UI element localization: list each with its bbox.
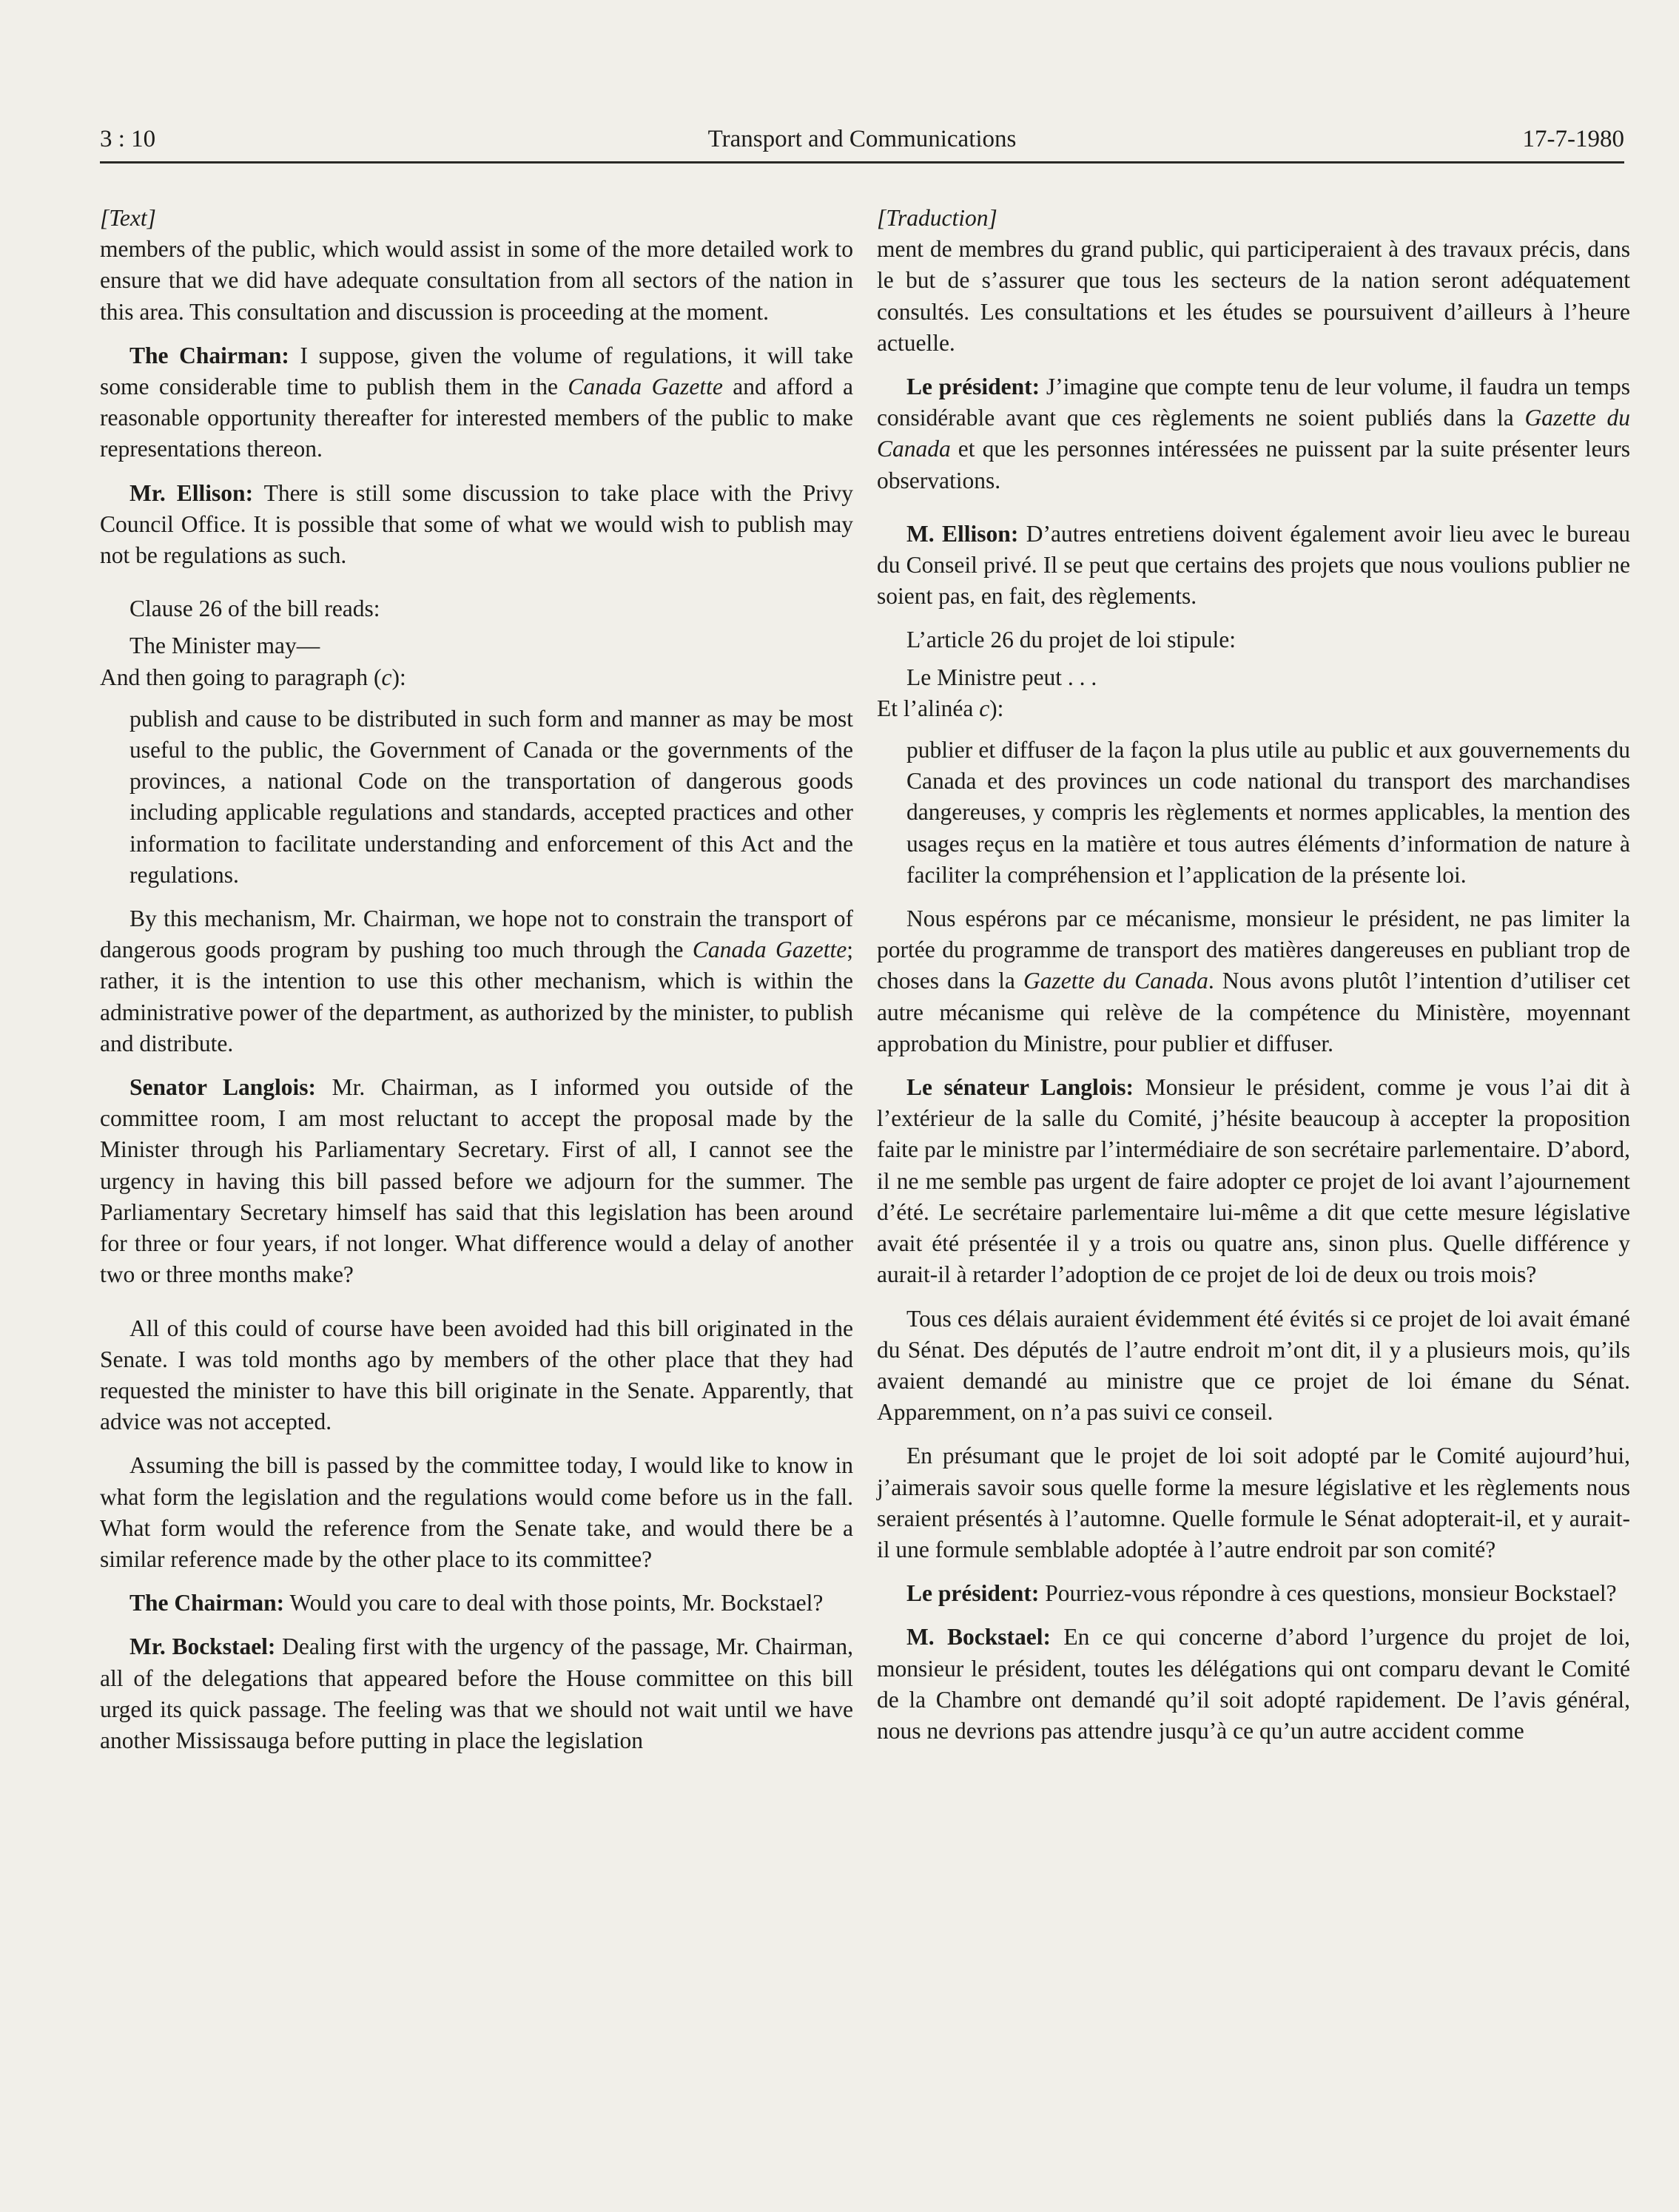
running-title: Transport and Communications xyxy=(707,126,1017,152)
publication-title: Gazette du Canada xyxy=(1023,968,1208,994)
speech-text: Pourriez-vous répondre à ces questions, monsieur Bockstael? xyxy=(1039,1580,1617,1607)
text: . Nous avons plutôt l’intention d’utiliser cet autre mécanisme qui relève de la compétence du Ministère, moyennant approbation du Ministre, pour publier et diffuser. xyxy=(877,968,1631,1056)
speaker-name: Senator Langlois: xyxy=(129,1074,317,1101)
text: Nous espérons par ce mécanisme, monsieur le président, ne pas limiter la portée du programme de transport des matières dangereuses en publiant trop de choses dans la xyxy=(877,906,1630,994)
paragraph-letter: c xyxy=(381,664,392,690)
paragraph xyxy=(877,693,1630,724)
quoted-clause: publish and cause to be distributed in such form and manner as may be most useful to the public, the Government of Canada or the governments of the provinces, a national Code on the transportation of dangerous goods including applicable regulations and standards, accepted practices and other information to facilitate understanding and enforcement of this Act and the regulations. xyxy=(129,705,853,888)
paragraph: En présumant que le projet de loi soit adopté par le Comité aujourd’hui, j’aimerais savoir sous quelle forme la mesure législative et les règlements nous seraient présentés à l’automne. Quelle formule le Sénat adopterait-il, et y aurait-il une formule semblable adoptée à l’autre endroit par son comité? xyxy=(877,1443,1630,1562)
english-column xyxy=(100,203,853,1756)
speech-paragraph xyxy=(100,478,853,572)
header-rule xyxy=(100,161,1624,163)
text: By this mechanism, Mr. Chairman, we hope not to constrain the transport of dangerous goods program by pushing too much through the xyxy=(100,906,853,963)
speaker-name: M. Bockstael: xyxy=(906,1624,1051,1650)
speech-paragraph xyxy=(100,1631,853,1756)
speaker-name: The Chairman: xyxy=(129,1590,285,1616)
speech-text: Dealing first with the urgency of the passage, Mr. Chairman, all of the delegations that appeared before the House committee on this bill urged its quick passage. The feeling was that we should not wait until we have another Mississauga before putting in place the legislation xyxy=(100,1633,854,1753)
speaker-name: Le président: xyxy=(906,1580,1040,1607)
speaker-name: The Chairman: xyxy=(129,342,289,368)
page-header xyxy=(100,123,1624,161)
speech-text: J’imagine que compte tenu de leur volume, il faudra un temps considérable avant que ces règlements ne soient publiés dans la xyxy=(877,374,1631,431)
quoted-clause: publier et diffuser de la façon la plus utile au public et aux gouvernements du Canada et des provinces un code national du transport des marchandises dangereuses, y compris les règlements et normes applicables, la mention des usages reçus en la matière et tous autres éléments d’information de nature à faciliter la compréhension et l’application de la présente loi. xyxy=(906,737,1630,888)
speech-paragraph xyxy=(877,1578,1630,1609)
paragraph: All of this could of course have been avoided had this bill originated in the Senate. I was told months ago by members of the other place that they had requested the minister to have this bill originate in the Senate. Apparently, that advice was not accepted. xyxy=(100,1315,853,1435)
page-number: 3 : 10 xyxy=(100,126,156,152)
speech-paragraph xyxy=(877,519,1630,613)
speaker-name: Le sénateur Langlois: xyxy=(906,1074,1134,1101)
quoted-text: The Minister may— xyxy=(129,633,320,659)
speech-text: There is still some discussion to take place with the Privy Council Office. It is possible that some of what we would wish to publish may not be regulations as such. xyxy=(100,479,853,569)
paragraph: Tous ces délais auraient évidemment été évités si ce projet de loi avait émané du Sénat. Des députés de l’autre endroit m’ont dit, il y a plusieurs mois, qu’ils avaient demandé au ministre que ce projet de loi émane du Sénat. Apparemment, on n’a pas suivi ce conseil. xyxy=(877,1305,1630,1426)
speaker-name: Mr. Bockstael: xyxy=(129,1633,276,1660)
paragraph: ment de membres du grand public, qui participeraient à des travaux précis, dans le but de s’assurer que tous les secteurs de la nation seront adéquatement consultés. Les consultations et les études se poursuivent d’ailleurs à l’heure actuelle. xyxy=(877,236,1630,356)
header-date: 17-7-1980 xyxy=(1522,126,1624,152)
paragraph xyxy=(100,662,853,693)
text: ; rather, it is the intention to use this other mechanism, which is within the administrative power of the department, as authorized by the minister, to publish and distribute. xyxy=(100,937,854,1056)
speech-paragraph xyxy=(877,371,1630,496)
language-marker: [Text] xyxy=(100,205,156,231)
speech-paragraph xyxy=(100,1072,853,1290)
speech-paragraph xyxy=(877,1072,1630,1290)
speech-text: Would you care to deal with those points, Mr. Bockstael? xyxy=(284,1590,824,1616)
text: And then going to paragraph ( xyxy=(100,664,382,690)
text: Et l’alinéa xyxy=(877,695,980,721)
publication-title: Canada Gazette xyxy=(568,374,723,400)
speech-paragraph xyxy=(100,1588,853,1619)
speech-text: and afford a reasonable opportunity thereafter for interested members of the public to make representations thereon. xyxy=(100,374,854,462)
speech-paragraph xyxy=(100,340,853,465)
paragraph xyxy=(877,903,1630,1059)
speaker-name: Mr. Ellison: xyxy=(129,479,254,506)
speech-text: D’autres entretiens doivent également avoir lieu avec le bureau du Conseil privé. Il se peut que certains des projets que nous voulions publier ne soient pas, en fait, des règlements. xyxy=(877,520,1630,610)
speaker-name: M. Ellison: xyxy=(906,520,1019,547)
speech-text: En ce qui concerne d’abord l’urgence du projet de loi, monsieur le président, toutes les délégations qui ont comparu devant le Comité de la Chambre ont demandé qu’il soit adopté rapidement. De l’avis général, nous ne devrions pas attendre jusqu’à ce qu’un autre accident comme xyxy=(877,1624,1630,1744)
quoted-text: Le Ministre peut . . . xyxy=(906,664,1097,690)
speech-text: et que les personnes intéressées ne puissent par la suite présenter leurs observations. xyxy=(877,436,1630,493)
paragraph xyxy=(100,903,853,1059)
speech-text: Monsieur le président, comme je vous l’ai dit à l’extérieur de la salle du Comité, j’hésite beaucoup à accepter la proposition faite par le ministre par l’intermédiaire de son secrétaire parlementaire. D’abord, il ne me semble pas urgent de faire adopter ce projet de loi avant l’ajournement d’été. Le secrétaire parlementaire lui-même a dit que cette mesure législative avait été présentée il y a trois ou quatre ans, sinon plus. Quelle différence y aurait-il à retarder l’adoption de ce projet de loi de deux ou trois mois? xyxy=(877,1074,1630,1288)
french-column xyxy=(877,203,1630,1747)
speech-paragraph xyxy=(877,1622,1630,1747)
paragraph: Assuming the bill is passed by the committee today, I would like to know in what form the legislation and the regulations would come before us in the fall. What form would the reference from the Senate take, and would there be a similar reference made by the other place to its committee? xyxy=(100,1452,853,1572)
language-marker: [Traduction] xyxy=(877,205,997,231)
speaker-name: Le président: xyxy=(906,374,1040,400)
publication-title: Gazette du Canada xyxy=(877,405,1630,462)
paragraph-letter: c xyxy=(979,695,990,721)
paragraph: members of the public, which would assist in some of the more detailed work to ensure that we did have adequate consultation from all sectors of the nation in this area. This consultation and discussion is proceeding at the moment. xyxy=(100,236,853,325)
text: ): xyxy=(989,695,1004,721)
paragraph: Clause 26 of the bill reads: xyxy=(129,596,380,622)
publication-title: Canada Gazette xyxy=(692,937,847,963)
text: ): xyxy=(391,664,406,690)
speech-text: I suppose, given the volume of regulations, it will take some considerable time to publish them in the xyxy=(100,342,853,400)
speech-text: Mr. Chairman, as I informed you outside of the committee room, I am most reluctant to accept the proposal made by the Minister through his Parliamentary Secretary. First of all, I cannot see the urgency in having this bill passed before we adjourn for the summer. The Parliamentary Secretary himself has said that this legislation has been around for three or four years, if not longer. What difference would a delay of another two or three months make? xyxy=(100,1074,854,1288)
paragraph: L’article 26 du projet de loi stipule: xyxy=(906,627,1236,653)
